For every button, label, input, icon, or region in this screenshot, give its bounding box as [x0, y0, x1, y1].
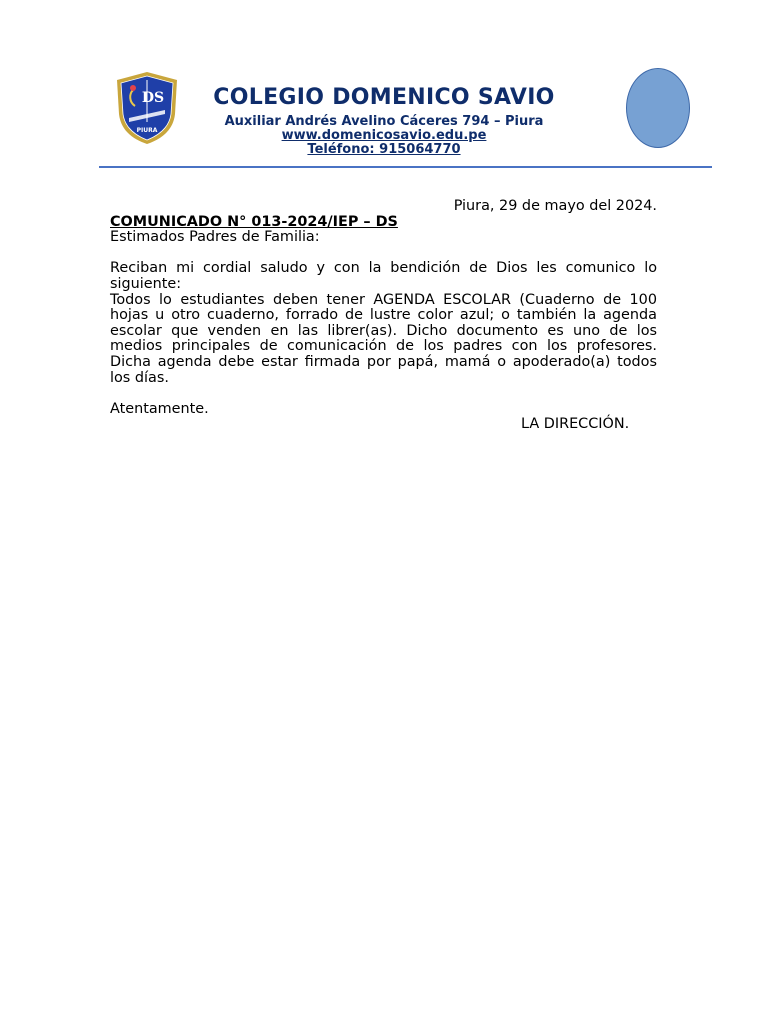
crest-initials: DS [141, 90, 165, 106]
letterhead [99, 60, 712, 168]
letter-paragraph-intro: Reciban mi cordial saludo y con la bendición de Dios les comunico lo siguiente: [110, 260, 657, 292]
crest-city: PIURA [136, 127, 158, 134]
comunicado-title: COMUNICADO N° 013-2024/IEP – DS [110, 213, 398, 230]
blank-line [110, 386, 657, 402]
letter-body [110, 199, 657, 433]
letter-closing: Atentamente. [110, 400, 209, 417]
letter-date: Piura, 29 de mayo del 2024. [453, 198, 657, 214]
blank-line [110, 246, 657, 262]
letter-greeting: Estimados Padres de Familia: [110, 229, 320, 246]
photo-placeholder-oval [626, 68, 690, 148]
letterhead-text [169, 84, 599, 157]
school-name: COLEGIO DOMENICO SAVIO [213, 85, 555, 110]
letter-signature: LA DIRECCIÓN. [521, 416, 630, 433]
school-website-link[interactable]: www.domenicosavio.edu.pe [281, 128, 487, 143]
letter-paragraph-main: Todos lo estudiantes deben tener AGENDA ESCOLAR (Cuaderno de 100 hojas u otro cuaderno, forrado de lustre color azul; o también la agenda escolar que venden en las librer(as). Dicho documento es uno de los medios principales de comunicación de los padres con los profesores. Dicha agenda debe estar firmada por papá, mamá o apoderado(a) todos los días. [110, 291, 657, 386]
school-address: Auxiliar Andrés Avelino Cáceres 794 – Piura [224, 114, 544, 129]
school-phone: Teléfono: 915064770 [307, 142, 461, 157]
